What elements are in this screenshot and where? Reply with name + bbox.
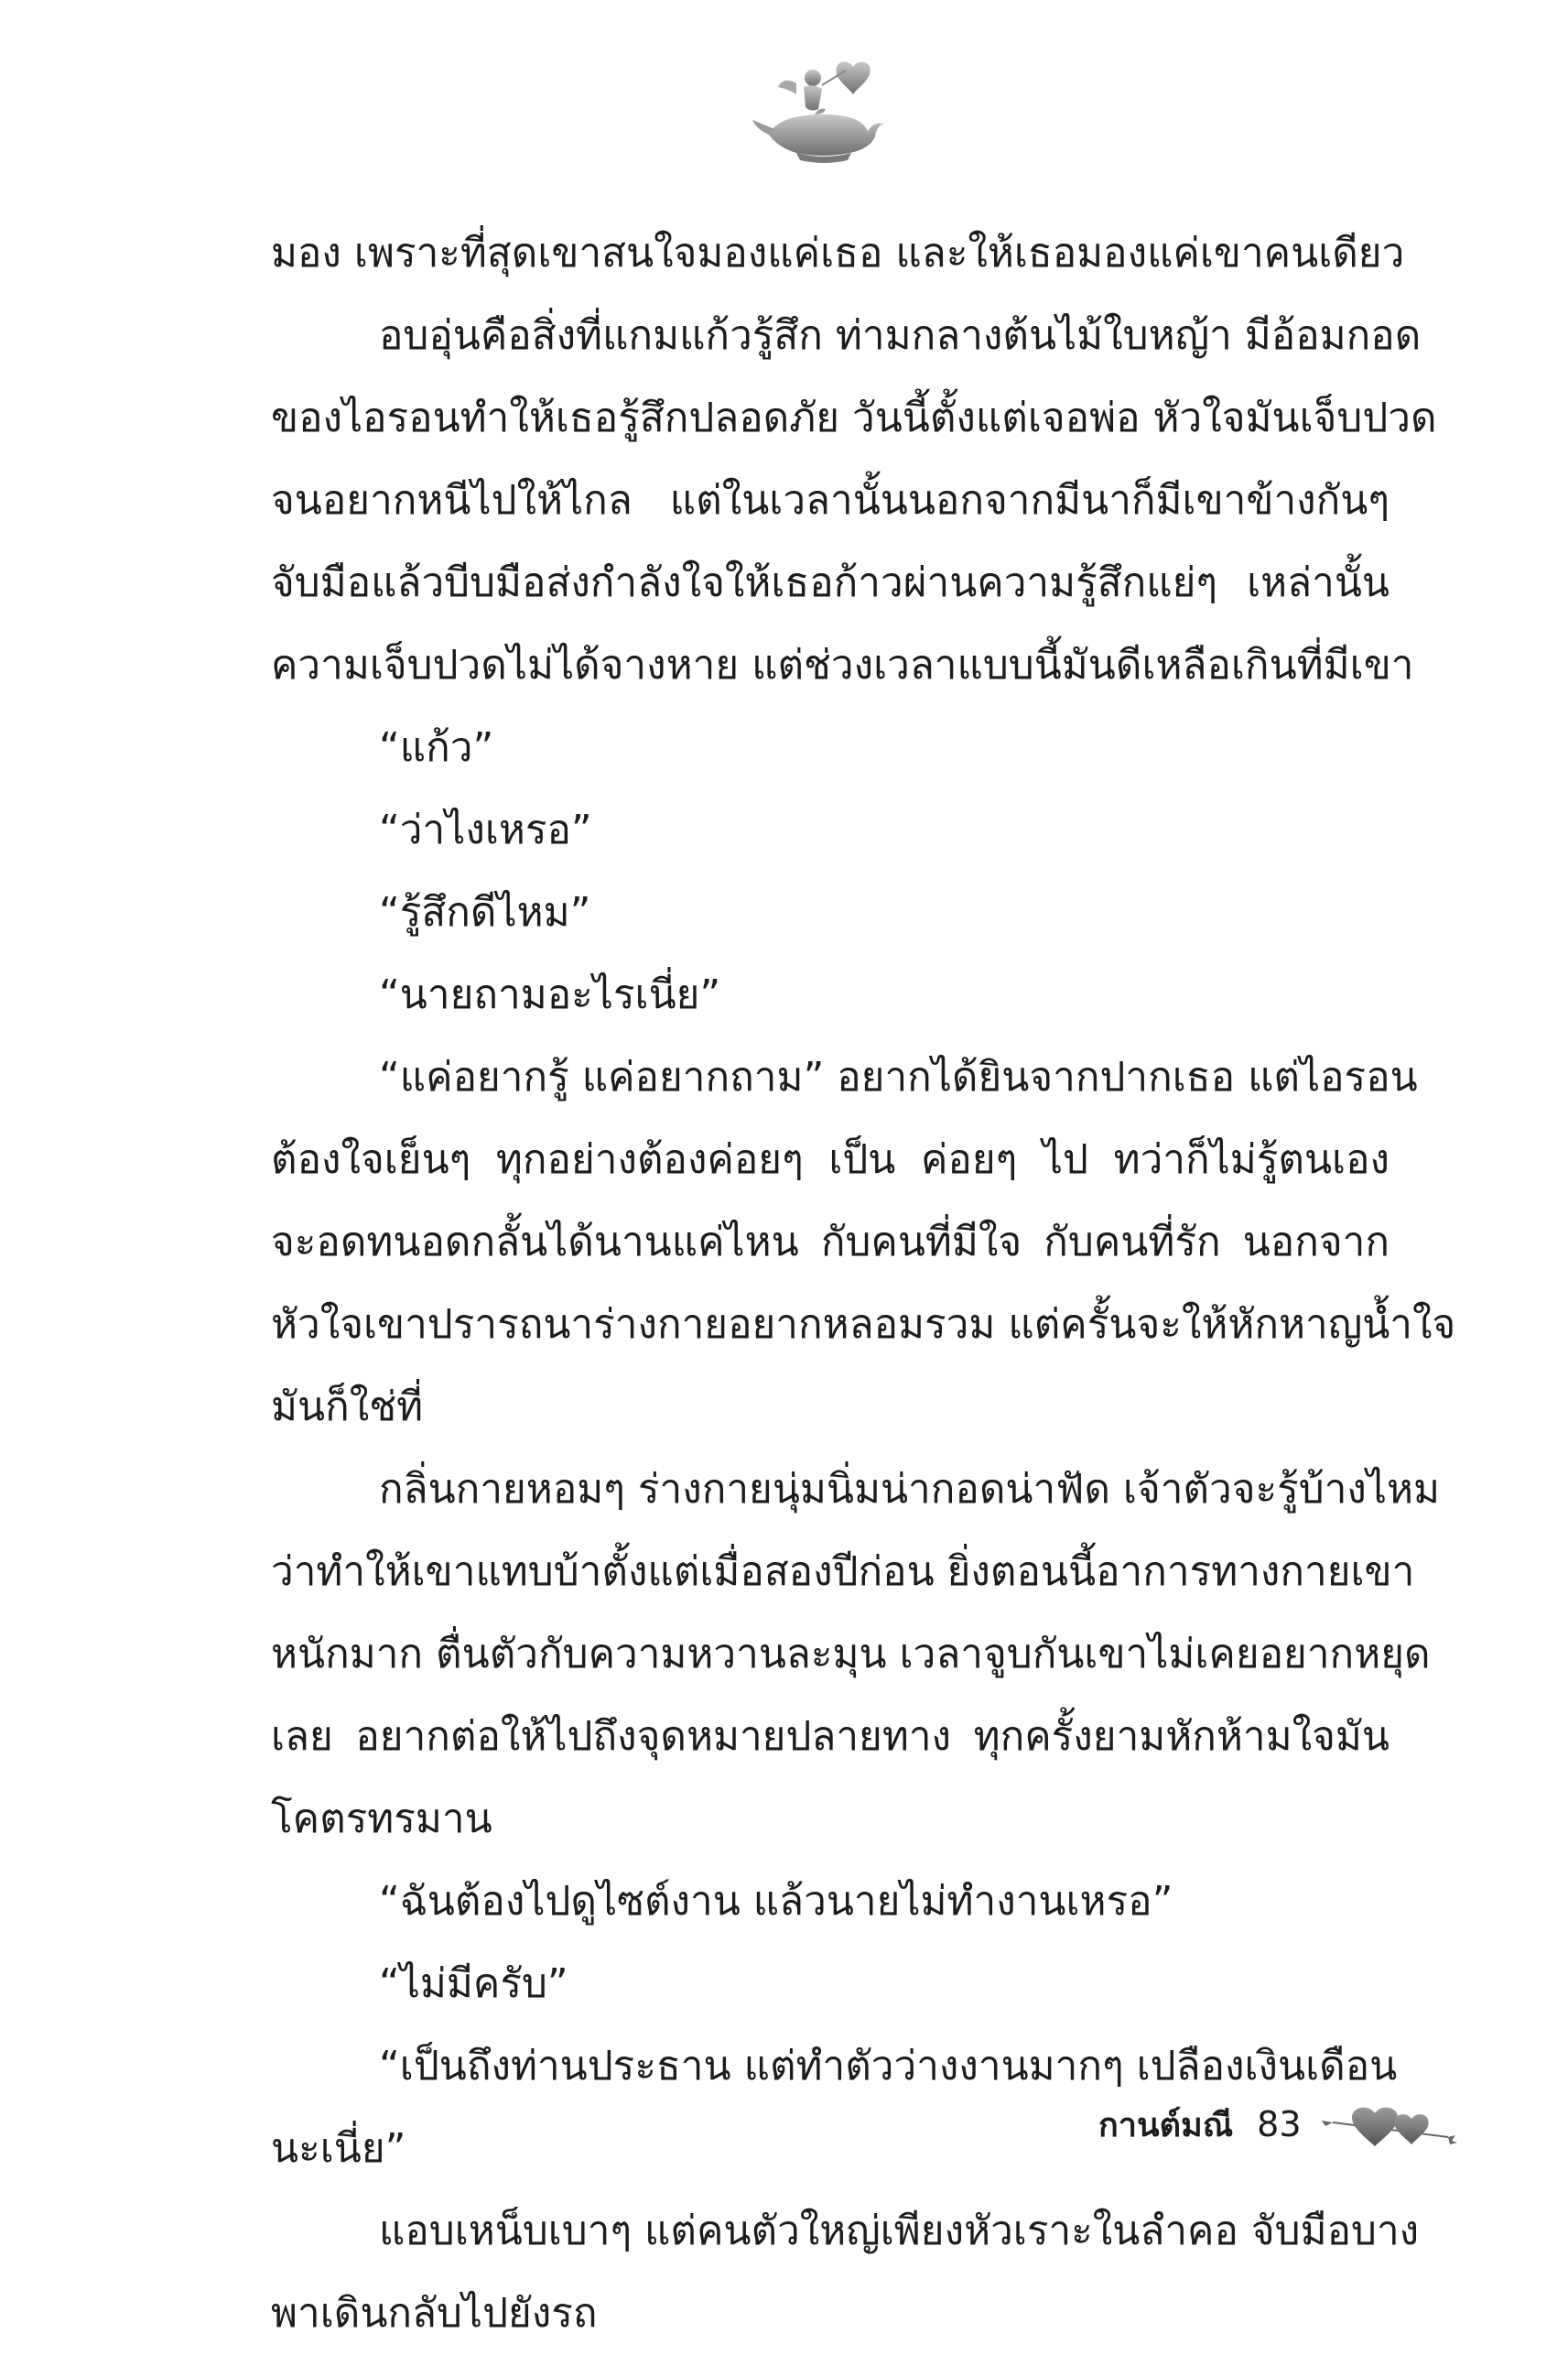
text-line: แอบเหน็บเบาๆ แต่คนตัวใหญ่เพียงหัวเราะในลำคอ จับมือบาง (379, 2208, 1420, 2254)
text-line: หัวใจเขาปรารถนาร่างกายอยากหลอมรวม แต่ครั้นจะให้หักหาญน้ำใจ (271, 1301, 1456, 1348)
text-line: โคตรทรมาน (271, 1796, 492, 1842)
page-number: 83 (1257, 2104, 1302, 2144)
dialogue-line: “นายถามอะไรเนี่ย” (379, 971, 721, 1018)
dialogue-line: “เป็นถึงท่านประธาน แต่ทำตัวว่างงานมากๆ เปลืองเงินเดือน (379, 2043, 1398, 2089)
dialogue-line: “รู้สึกดีไหม” (379, 889, 591, 936)
text-line: พาเดินกลับไปยังรถ (271, 2290, 598, 2337)
text-line: เลย อยากต่อให้ไปถึงจุดหมายปลายทาง ทุกครั้งยามหักห้ามใจมัน (271, 1713, 1390, 1760)
text-line: ของไอรอนทำให้เธอรู้สึกปลอดภัย วันนี้ตั้งแต่เจอพ่อ หัวใจมันเจ็บปวด (271, 395, 1437, 441)
dialogue-line: “แก้ว” (379, 724, 494, 771)
body-text (271, 212, 1456, 2355)
text-line: อบอุ่นคือสิ่งที่แกมแก้วรู้สึก ท่ามกลางต้นไม้ใบหญ้า มีอ้อมกอด (379, 312, 1422, 359)
text-line: มันก็ใช่ที่ (271, 1384, 424, 1430)
text-line: “แค่อยากรู้ แค่อยากถาม” อยากได้ยินจากปากเธอ แต่ไอรอน (379, 1054, 1418, 1101)
text-line: มอง เพราะที่สุดเขาสนใจมองแค่เธอ และให้เธอมองแค่เขาคนเดียว (271, 230, 1405, 277)
book-title: กานต์มณี (1098, 2106, 1234, 2144)
text-line: ต้องใจเย็นๆ ทุกอย่างต้องค่อยๆ เป็น ค่อยๆ ไป ทว่าก็ไม่รู้ตนเอง (271, 1136, 1390, 1183)
dialogue-line: “ว่าไงเหรอ” (379, 807, 592, 853)
cupid-teapot-icon (751, 50, 888, 169)
page-footer (1098, 2097, 1457, 2152)
text-line: กลิ่นกายหอมๆ ร่างกายนุ่มนิ่มน่ากอดน่าฟัด เจ้าตัวจะรู้บ้างไหม (379, 1466, 1441, 1513)
text-line: ว่าทำให้เขาแทบบ้าตั้งแต่เมื่อสองปีก่อน ยิ่งตอนนี้อาการทางกายเขา (271, 1548, 1415, 1595)
text-line: ความเจ็บปวดไม่ได้จางหาย แต่ช่วงเวลาแบบนี้มันดีเหลือเกินที่มีเขา (271, 642, 1414, 689)
text-line: จับมือแล้วบีบมือส่งกำลังใจให้เธอก้าวผ่านความรู้สึกแย่ๆ เหล่านั้น (271, 559, 1390, 606)
dialogue-line: “ฉันต้องไปดูไซต์งาน แล้วนายไม่ทำงานเหรอ” (379, 1878, 1173, 1925)
text-line: จนอยากหนีไปให้ไกล แต่ในเวลานั้นนอกจากมีนาก็มีเขาข้างกันๆ (271, 477, 1390, 524)
dialogue-line: “ไม่มีครับ” (379, 1960, 568, 2007)
text-line: จะอดทนอดกลั้นได้นานแค่ไหน กับคนที่มีใจ กับคนที่รัก นอกจาก (271, 1219, 1390, 1265)
text-line: นะเนี่ย” (271, 2125, 406, 2172)
hearts-arrow-icon (1320, 2097, 1457, 2152)
text-line: หนักมาก ตื่นตัวกับความหวานละมุน เวลาจูบกันเขาไม่เคยอยากหยุด (271, 1631, 1431, 1677)
